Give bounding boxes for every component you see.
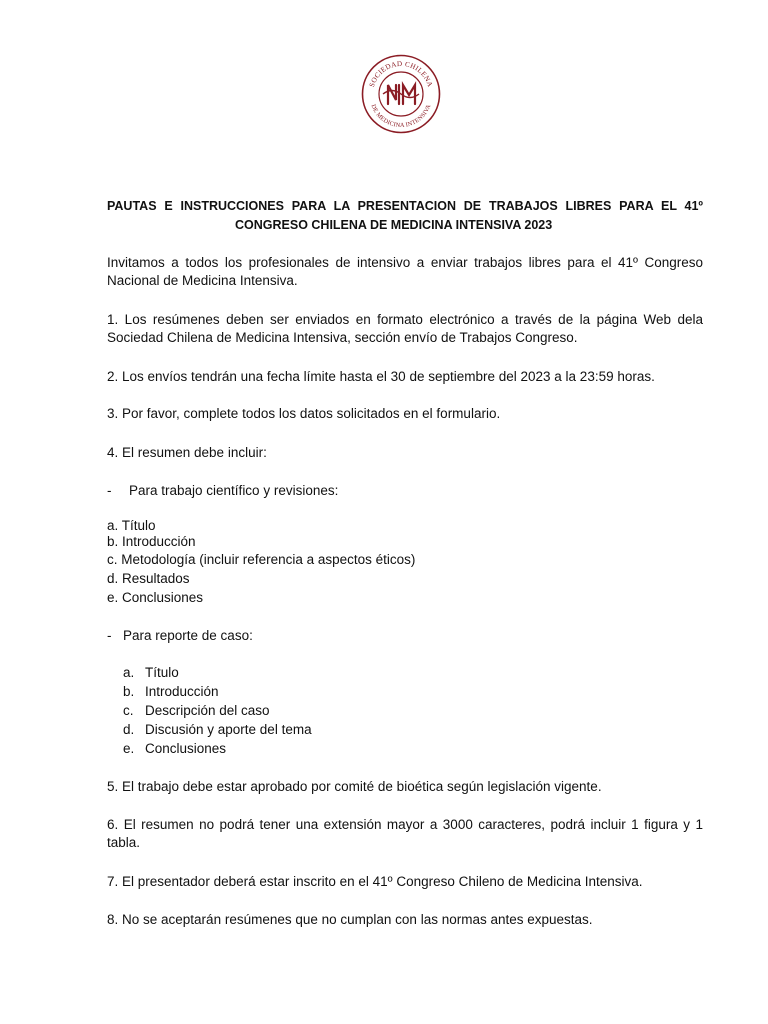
item-text: Conclusiones (145, 741, 227, 756)
instruction-1-line-1: 1. Los resúmenes deben ser enviados en formato electrónico a través de la página Web dela (107, 312, 703, 327)
case-report-heading (107, 627, 253, 645)
scientific-heading-text: Para trabajo científico y revisiones: (129, 483, 339, 498)
instruction-5: 5. El trabajo debe estar aprobado por comité de bioética según legislación vigente. (107, 779, 602, 794)
scientific-item: c. Metodología (incluir referencia a aspectos éticos) (107, 552, 416, 567)
case-report-item (123, 740, 227, 758)
item-text: Descripción del caso (145, 703, 270, 718)
seal-text-bottom: DE MEDICINA INTENSIVA (369, 103, 433, 130)
intro-paragraph (107, 254, 703, 290)
instruction-6-line-2: tabla. (107, 835, 141, 850)
instruction-7: 7. El presentador deberá estar inscrito en el 41º Congreso Chileno de Medicina Intensiva. (107, 874, 643, 889)
document-title (107, 197, 703, 235)
item-letter: d. (123, 722, 135, 737)
instruction-1 (107, 311, 703, 347)
item-letter: e. (123, 741, 135, 756)
case-report-heading-text: Para reporte de caso: (123, 628, 253, 643)
instruction-2: 2. Los envíos tendrán una fecha límite hasta el 30 de septiembre del 2023 a la 23:59 horas. (107, 369, 655, 384)
intro-line-2: Nacional de Medicina Intensiva. (107, 273, 298, 288)
scientific-work-heading (107, 482, 339, 500)
dash-bullet: - (107, 483, 112, 498)
instruction-6-line-1: 6. El resumen no podrá tener una extensión mayor a 3000 caracteres, podrá incluir 1 figura y 1 (107, 817, 703, 832)
case-report-item (123, 664, 179, 682)
scientific-item: a. Título (107, 518, 156, 533)
dash-bullet: - (107, 628, 112, 643)
title-line-1: PAUTAS E INSTRUCCIONES PARA LA PRESENTACION DE TRABAJOS LIBRES PARA EL 41º (107, 199, 703, 213)
item-text: Discusión y aporte del tema (145, 722, 312, 737)
item-letter: a. (123, 665, 135, 680)
instruction-1-line-2: Sociedad Chilena de Medicina Intensiva, sección envío de Trabajos Congreso. (107, 330, 578, 345)
intro-line-1: Invitamos a todos los profesionales de intensivo a enviar trabajos libres para el 41º Congreso (107, 255, 703, 270)
instruction-6 (107, 816, 703, 852)
scientific-item: e. Conclusiones (107, 590, 204, 605)
scientific-item: d. Resultados (107, 571, 190, 586)
instruction-3: 3. Por favor, complete todos los datos solicitados en el formulario. (107, 406, 501, 421)
case-report-item (123, 702, 270, 720)
society-seal-logo (361, 54, 441, 134)
title-line-2: CONGRESO CHILENA DE MEDICINA INTENSIVA 2023 (235, 218, 553, 232)
case-report-item (123, 683, 219, 701)
item-letter: b. (123, 684, 135, 699)
case-report-item (123, 721, 312, 739)
item-text: Título (145, 665, 179, 680)
instruction-8: 8. No se aceptarán resúmenes que no cumplan con las normas antes expuestas. (107, 912, 593, 927)
seal-text-top: SOCIEDAD CHILENA (367, 59, 435, 89)
item-text: Introducción (145, 684, 219, 699)
instruction-4: 4. El resumen debe incluir: (107, 445, 267, 460)
scientific-item: b. Introducción (107, 534, 196, 549)
item-letter: c. (123, 703, 134, 718)
